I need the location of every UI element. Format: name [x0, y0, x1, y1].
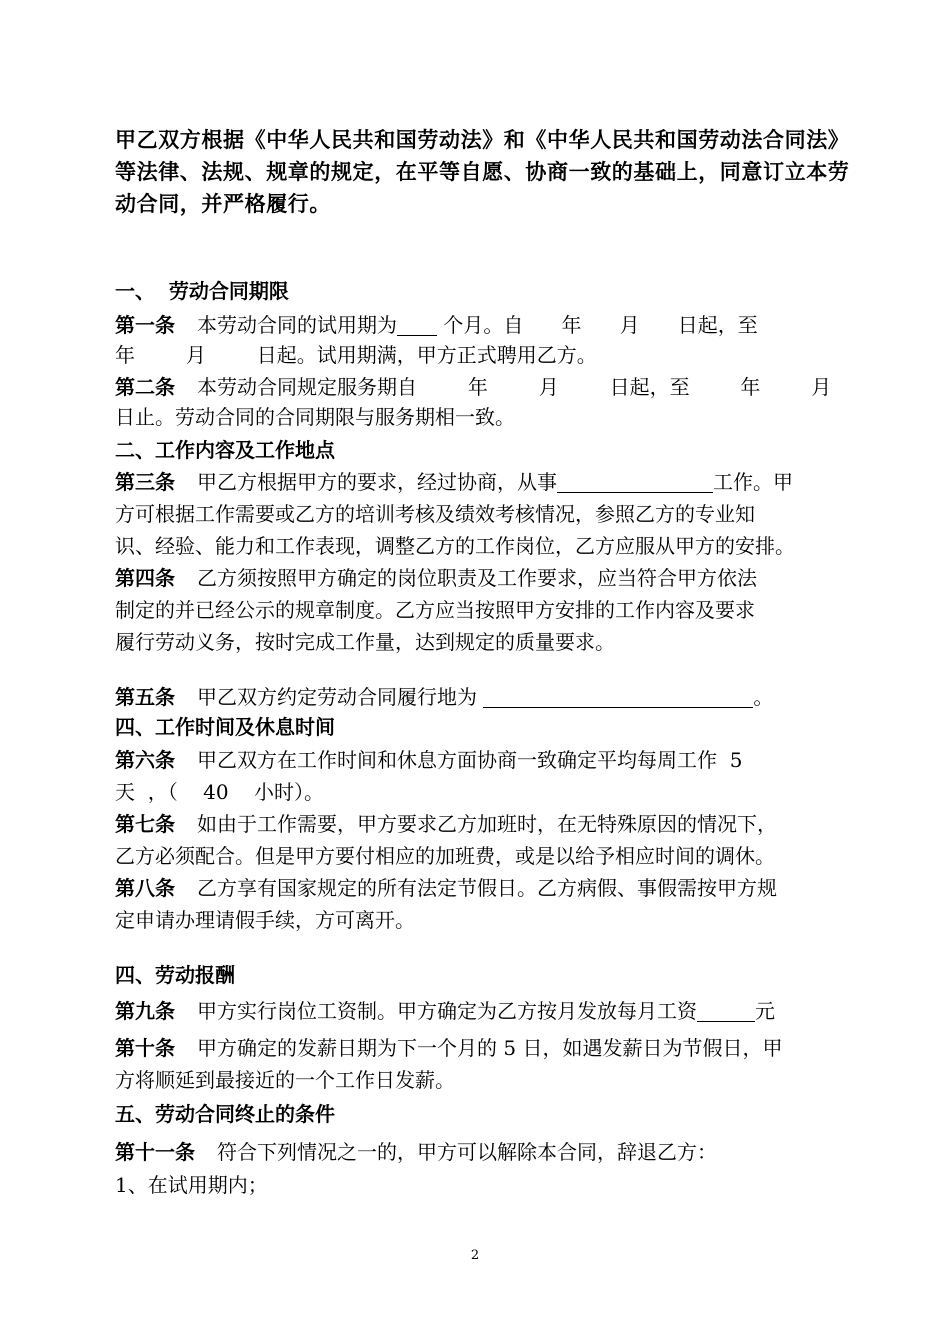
article-text: 个月。自 年 月 日起，至: [443, 313, 758, 337]
blank-field: [483, 687, 753, 708]
article-2-line-1: [115, 374, 845, 400]
article-text: 甲方实行岗位工资制。甲方确定为乙方按月发放每月工资: [197, 999, 697, 1023]
article-number: 第六条: [115, 748, 175, 772]
article-2-line-2: 日止。劳动合同的合同期限与服务期相一致。: [115, 405, 515, 429]
article-text: 乙方须按照甲方确定的岗位职责及工作要求，应当符合甲方依法: [197, 566, 757, 590]
article-5-line-1: [115, 684, 845, 710]
article-number: 第九条: [115, 999, 175, 1023]
article-10-line-2: 方将顺延到最接近的一个工作日发薪。: [115, 1068, 455, 1092]
article-6-line-2: 天 ，（ 40 小时）。: [115, 780, 325, 804]
section-heading-work: 二、工作内容及工作地点: [115, 438, 335, 462]
article-8-line-2: 定申请办理请假手续，方可离开。: [115, 908, 415, 932]
section-heading-termination: 五、劳动合同终止的条件: [115, 1102, 335, 1126]
article-6-line-1: [115, 747, 845, 773]
intro-line-1: 甲乙双方根据《中华人民共和国劳动法》和《中华人民共和国劳动法合同法》: [115, 128, 850, 152]
article-3-line-1: [115, 469, 845, 495]
article-11-item-1: 1、在试用期内；: [115, 1173, 268, 1197]
blank-field: [557, 472, 713, 493]
blank-field: [697, 1001, 755, 1022]
article-number: 第十一条: [115, 1140, 195, 1164]
article-number: 第四条: [115, 566, 175, 590]
article-number: 第七条: [115, 812, 175, 836]
intro-line-2: 等法律、法规、规章的规定，在平等自愿、协商一致的基础上，同意订立本劳: [115, 160, 850, 184]
article-text: 甲方确定的发薪日期为下一个月的 5 日，如遇发薪日为节假日，甲: [197, 1036, 783, 1060]
intro-line-3: 动合同，并严格履行。: [115, 192, 331, 216]
article-text: 本劳动合同的试用期为: [197, 313, 397, 337]
article-7-line-2: 乙方必须配合。但是甲方要付相应的加班费，或是以给予相应时间的调休。: [115, 844, 775, 868]
section-heading-term: 一、 劳动合同期限: [115, 279, 289, 303]
article-4-line-1: [115, 565, 845, 591]
article-text: 如由于工作需要，甲方要求乙方加班时，在无特殊原因的情况下，: [197, 812, 777, 836]
article-11-line-1: [115, 1139, 845, 1165]
article-1-line-2: 年 月 日起。试用期满，甲方正式聘用乙方。: [115, 343, 597, 367]
article-9-line-1: [115, 998, 845, 1024]
article-text: 元: [755, 999, 775, 1023]
article-number: 第十条: [115, 1036, 175, 1060]
article-10-line-1: [115, 1035, 845, 1061]
article-text: 甲乙方根据甲方的要求，经过协商，从事: [197, 470, 557, 494]
article-text: 甲乙双方约定劳动合同履行地为: [197, 685, 484, 709]
article-3-line-2: 方可根据工作需要或乙方的培训考核及绩效考核情况，参照乙方的专业知: [115, 502, 755, 526]
article-text: 甲乙双方在工作时间和休息方面协商一致确定平均每周工作 5: [197, 748, 743, 772]
article-number: 第一条: [115, 313, 175, 337]
article-7-line-1: [115, 811, 845, 837]
article-text: 本劳动合同规定服务期自 年 月 日起，至 年 月: [197, 375, 832, 399]
article-text: 。: [753, 685, 774, 709]
article-number: 第二条: [115, 375, 175, 399]
article-4-line-3: 履行劳动义务，按时完成工作量，达到规定的质量要求。: [115, 630, 615, 654]
blank-field: [397, 315, 437, 336]
section-heading-pay: 四、劳动报酬: [115, 963, 235, 987]
section-heading-hours: 四、工作时间及休息时间: [115, 715, 335, 739]
page-number: 2: [470, 1248, 480, 1263]
article-3-line-3: 识、经验、能力和工作表现，调整乙方的工作岗位，乙方应服从甲方的安排。: [115, 534, 795, 558]
article-8-line-1: [115, 875, 845, 901]
article-1-line-1: [115, 312, 845, 338]
article-number: 第八条: [115, 876, 175, 900]
article-4-line-2: 制定的并已经公示的规章制度。乙方应当按照甲方安排的工作内容及要求: [115, 598, 755, 622]
article-text: 乙方享有国家规定的所有法定节假日。乙方病假、事假需按甲方规: [197, 876, 777, 900]
article-number: 第五条: [115, 685, 175, 709]
article-text: 符合下列情况之一的，甲方可以解除本合同，辞退乙方：: [217, 1140, 717, 1164]
article-number: 第三条: [115, 470, 175, 494]
article-text: 工作。甲: [713, 470, 793, 494]
